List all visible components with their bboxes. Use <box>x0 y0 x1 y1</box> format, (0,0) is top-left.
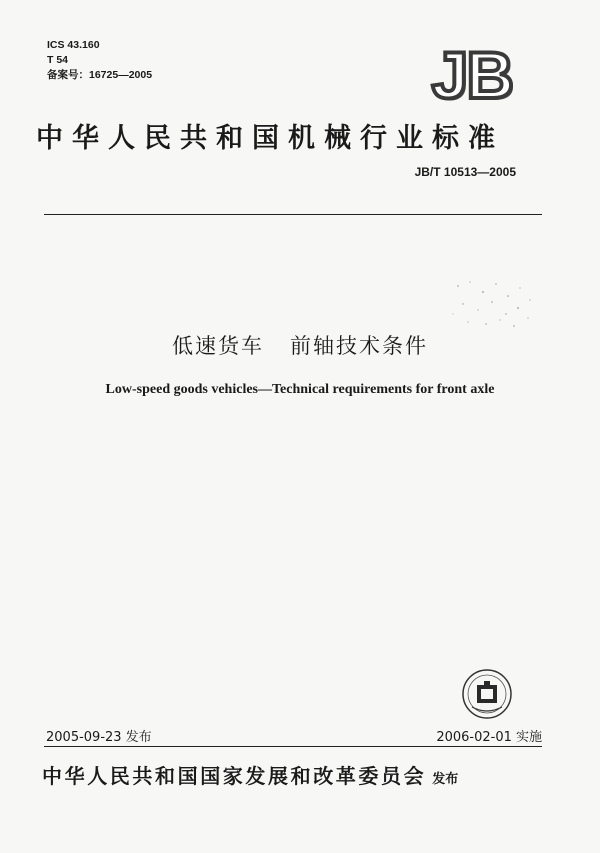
category-code: T 54 <box>47 54 69 66</box>
standard-number: JB/T 10513—2005 <box>414 165 516 179</box>
record-number: 备案号：16725—2005 <box>47 69 153 81</box>
publisher-emblem-icon <box>460 667 514 721</box>
chinese-title: 低速货车 前轴技术条件 <box>171 334 429 358</box>
bottom-divider <box>44 746 542 747</box>
publisher-line <box>42 760 458 789</box>
scan-speckle <box>448 274 538 334</box>
org-title: 中华人民共和国机械行业标准 <box>36 123 504 154</box>
publisher-name: 中华人民共和国国家发展和改革委员会 <box>42 764 427 788</box>
implementation-date: 2006-02-01 实施 <box>436 730 542 745</box>
standard-meta-block <box>47 38 152 83</box>
english-title: Low-speed goods vehicles—Technical requirements for front axle <box>105 382 495 397</box>
publisher-suffix: 发布 <box>432 772 459 787</box>
issue-date: 2005-09-23 发布 <box>46 730 152 745</box>
jb-logo: JB <box>431 38 512 112</box>
ics-code: ICS 43.160 <box>47 39 100 51</box>
top-divider <box>44 214 542 215</box>
